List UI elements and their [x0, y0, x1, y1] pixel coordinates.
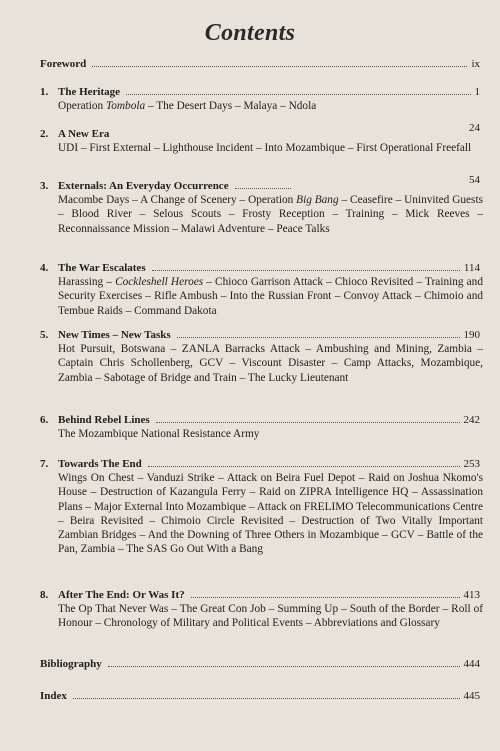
toc-entry-bibliography[interactable] [40, 658, 480, 670]
chapter-number: 1. [40, 86, 49, 98]
page-number: 114 [463, 262, 480, 274]
chapter-number: 6. [40, 414, 49, 426]
toc-entry-6[interactable] [40, 414, 480, 441]
chapter-heading: Externals: An Everyday Occurrence [58, 180, 229, 192]
toc-entry-7[interactable] [40, 458, 483, 557]
page-number: 54 [469, 174, 480, 186]
toc-entry-5[interactable] [40, 329, 483, 385]
toc-entry-foreword[interactable] [40, 58, 480, 70]
entry-heading: Foreword [40, 58, 87, 70]
chapter-description: Operation Tombola – The Desert Days – Malaya – Ndola [58, 100, 317, 112]
chapter-description: The Op That Never Was – The Great Con Job – Summing Up – South of the Border – Roll of Honour – Chronology of Military and Political Events – Abbreviations and Glossary [58, 603, 483, 630]
page-number: 413 [463, 589, 480, 601]
page-number: 253 [463, 458, 480, 470]
chapter-description: The Mozambique National Resistance Army [58, 428, 260, 440]
page-number: 444 [463, 658, 480, 670]
toc-entry-4[interactable] [40, 262, 483, 318]
toc-entry-2[interactable] [40, 122, 480, 155]
chapter-description: Harassing – Cockleshell Heroes – Chioco Garrison Attack – Chioco Revisited – Training and Security Exercises – Rifle Ambush – Into the Russian Front – Convoy Attack – Chimoio and Tembue Raids – Command Dakota [58, 276, 483, 317]
toc-entry-8[interactable] [40, 589, 483, 631]
chapter-heading: The War Escalates [58, 262, 146, 274]
chapter-heading: The Heritage [58, 86, 121, 98]
dot-leader [148, 465, 460, 467]
dot-leader [108, 665, 460, 667]
chapter-number: 3. [40, 180, 49, 192]
dot-leader [126, 93, 470, 95]
chapter-number: 2. [40, 128, 49, 140]
chapter-description: Wings On Chest – Vanduzi Strike – Attack on Beira Fuel Depot – Raid on Joshua Nkomo's House – Destruction of Kazangula Ferry – Raid on ZIPRA Intelligence HQ – Assassination Plans – Major External Into Mozambique – Attack on FRELIMO Telecommunications Centre – Beira Revisited – Chimoio Circle Revisited – Destruction of Two Vitally Important Zambian Bridges – And the Downing of Three Others in Mozambique – GCV – Battle of the Pan, Zambia – The SAS Go Out With a Bang [58, 472, 483, 556]
dot-leader [73, 697, 460, 699]
chapter-heading: After The End: Or Was It? [58, 589, 185, 601]
entry-heading: Index [40, 690, 67, 702]
dot-leader [235, 187, 291, 189]
entry-heading: Bibliography [40, 658, 102, 670]
page-title: Contents [204, 20, 296, 46]
page-number: 242 [463, 414, 480, 426]
dot-leader [191, 596, 460, 598]
dot-leader [177, 336, 460, 338]
chapter-heading: A New Era [58, 128, 110, 140]
chapter-number: 5. [40, 329, 49, 341]
chapter-description: UDI – First External – Lighthouse Incident – Into Mozambique – First Operational Freefall [58, 142, 472, 154]
dot-leader [156, 421, 460, 423]
toc-entry-1[interactable] [40, 86, 480, 113]
chapter-description: Hot Pursuit, Botswana – ZANLA Barracks Attack – Ambushing and Mining, Zambia – Captain Chris Schollenberg, GCV – Viscount Disaster – Camp Attacks, Mozambique, Zambia – Sabotage of Bridge and Train – The Lucky Lieutenant [58, 343, 483, 384]
toc-entry-3[interactable] [40, 174, 483, 236]
dot-leader [92, 65, 467, 67]
page-number: 190 [463, 329, 480, 341]
chapter-number: 7. [40, 458, 49, 470]
chapter-description: Macombe Days – A Change of Scenery – Operation Big Bang – Ceasefire – Uninvited Guests – Blood River – Selous Scouts – Frosty Reception – Training – Mick Reeves – Reconnaissance Mission – Malawi Adventure – Peace Talks [58, 194, 483, 235]
page-number: 445 [463, 690, 480, 702]
page-number: 1 [474, 86, 480, 98]
chapter-number: 8. [40, 589, 49, 601]
page-number: ix [471, 58, 480, 70]
chapter-heading: Towards The End [58, 458, 142, 470]
page-number: 24 [469, 122, 480, 134]
chapter-heading: Behind Rebel Lines [58, 414, 150, 426]
toc-entry-index[interactable] [40, 690, 480, 702]
chapter-heading: New Times – New Tasks [58, 329, 171, 341]
dot-leader [152, 269, 460, 271]
chapter-number: 4. [40, 262, 49, 274]
